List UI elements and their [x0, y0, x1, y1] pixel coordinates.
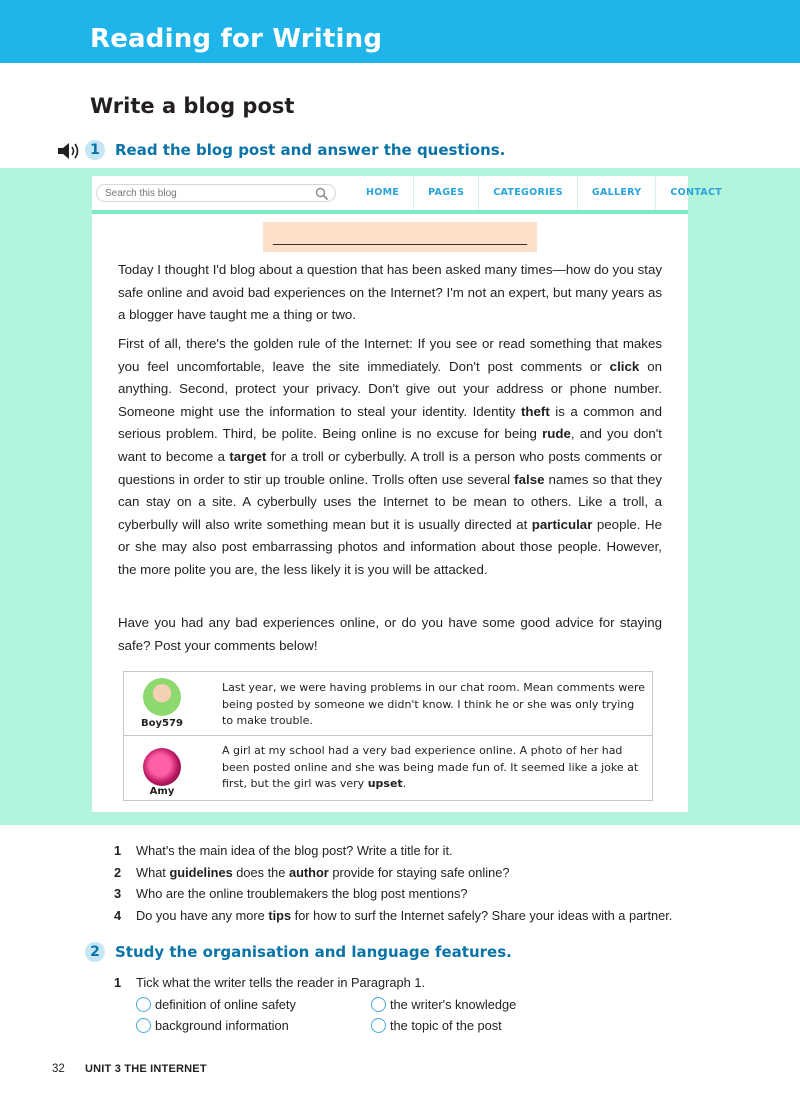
para2-text: names so that they can stay on a site. A cyberbully uses the Internet to be mean to others. Like a troll, a cyberbully will also write something mean but it is usually directed at — [118, 471, 663, 532]
comment-text-part: A girl at my school had a very bad experience online. A photo of her had been posted online and she was being made fun of. It seemed like a joke at first, but the girl was very — [222, 744, 639, 790]
keyword-particular: particular — [531, 516, 593, 532]
question-number: 3 — [114, 886, 122, 901]
blog-title-blank — [263, 222, 537, 252]
instruction-text: Tick what the writer tells the reader in Paragraph 1. — [136, 975, 426, 990]
instruction-number: 1 — [114, 975, 122, 990]
para2-text: , and you don't want to become a — [118, 426, 662, 464]
question-text: What — [136, 865, 170, 880]
comment-text-part: . — [402, 777, 407, 790]
audio-speaker-icon[interactable] — [57, 142, 81, 160]
question-item — [114, 908, 672, 923]
blog-paragraph-2 — [118, 333, 662, 582]
question-number: 1 — [114, 843, 122, 858]
avatar — [143, 748, 181, 786]
option-label: the writer's knowledge — [390, 996, 517, 1012]
para2-text: for a troll or cyberbully. A troll is a person who posts comments or questions in order to stir up trouble online. Trolls often use several — [118, 448, 663, 487]
blog-search-input[interactable] — [105, 186, 305, 200]
question-text: does the — [232, 865, 289, 880]
comment-text — [222, 743, 646, 793]
keyword-guidelines: guidelines — [169, 865, 233, 880]
keyword-target: target — [229, 448, 267, 464]
comment-text: Last year, we were having problems in our chat room. Mean comments were being posted by someone we didn't know. I think he or she was only trying to make trouble. — [222, 681, 646, 727]
exercise-1-title: Read the blog post and answer the questions. — [115, 141, 506, 159]
exercise-2-title: Study the organisation and language features. — [115, 943, 512, 961]
option-label: the topic of the post — [390, 1017, 502, 1033]
para2-text: people. He or she may also post embarrassing photos and information about those people. However, the more polite you are, the less likely it is you will be attacked. — [118, 516, 662, 577]
keyword-false: false — [514, 471, 545, 487]
title-write-line — [273, 244, 527, 245]
option-topic[interactable] — [371, 1016, 502, 1034]
option-label: background information — [155, 1017, 289, 1033]
tick-circle[interactable] — [371, 997, 386, 1012]
question-text: for how to surf the Internet safely? Share your ideas with a partner. — [291, 908, 673, 923]
keyword-rude: rude — [542, 426, 571, 442]
nav-gallery[interactable]: GALLERY — [578, 176, 657, 210]
keyword-click: click — [609, 358, 640, 374]
nav-underline — [92, 210, 688, 214]
question-number: 4 — [114, 908, 122, 923]
question-item — [114, 843, 453, 858]
question-text: Who are the online troublemakers the blog post mentions? — [136, 886, 468, 901]
question-item — [114, 886, 468, 901]
exercise-1-number: 1 — [85, 140, 105, 160]
exercise-2-instruction — [114, 975, 425, 990]
nav-pages[interactable]: PAGES — [414, 176, 479, 210]
tick-circle[interactable] — [371, 1018, 386, 1033]
blog-paragraph-1: Today I thought I'd blog about a question that has been asked many times—how do you stay safe online and avoid bad experiences on the Internet? I'm not an expert, but many years as a blogger have taught me a thing or two. — [118, 262, 662, 323]
option-knowledge[interactable] — [371, 995, 516, 1013]
comment-divider — [124, 735, 652, 736]
tick-circle[interactable] — [136, 997, 151, 1012]
exercise-2-number: 2 — [85, 942, 105, 962]
option-definition[interactable] — [136, 995, 296, 1013]
page-header-title: Reading for Writing — [90, 24, 383, 54]
para2-text: is a common and serious problem. Third, be polite. Being online is no excuse for being — [118, 403, 662, 442]
blog-nav — [352, 176, 736, 210]
comment-username: Boy579 — [141, 718, 183, 729]
nav-contact[interactable]: CONTACT — [670, 187, 723, 198]
blog-paragraph-3: Have you had any bad experiences online, or do you have some good advice for staying safe? Post your comments below! — [118, 615, 662, 653]
question-text: What's the main idea of the blog post? Write a title for it. — [136, 843, 453, 858]
para2-text: on anything. Second, protect your privacy. Don't give out your address or phone number. Someone might use the information to steal your identity. Identity — [118, 358, 662, 419]
keyword-theft: theft — [520, 403, 550, 419]
tick-circle[interactable] — [136, 1018, 151, 1033]
option-background[interactable] — [136, 1016, 289, 1034]
avatar — [143, 678, 181, 716]
keyword-tips: tips — [268, 908, 292, 923]
question-text: Do you have any more — [136, 908, 269, 923]
page-number: 32 — [52, 1063, 65, 1075]
para2-text: First of all, there's the golden rule of the Internet: If you see or read something that makes you feel uncomfortable, leave the site immediately. Don't post comments or — [118, 336, 662, 374]
section-title: Write a blog post — [90, 94, 295, 118]
question-number: 2 — [114, 865, 122, 880]
keyword-upset: upset — [367, 777, 403, 790]
comment-username: Amy — [149, 786, 175, 797]
search-icon[interactable] — [315, 187, 329, 201]
comments-box — [123, 671, 653, 801]
blog-search-box[interactable] — [96, 184, 336, 202]
option-label: definition of online safety — [155, 996, 296, 1012]
keyword-author: author — [288, 865, 329, 880]
unit-label: UNIT 3 THE INTERNET — [85, 1063, 207, 1075]
question-text: provide for staying safe online? — [328, 865, 510, 880]
question-item — [114, 865, 509, 880]
nav-home[interactable]: HOME — [352, 176, 414, 210]
nav-categories[interactable]: CATEGORIES — [479, 176, 578, 210]
